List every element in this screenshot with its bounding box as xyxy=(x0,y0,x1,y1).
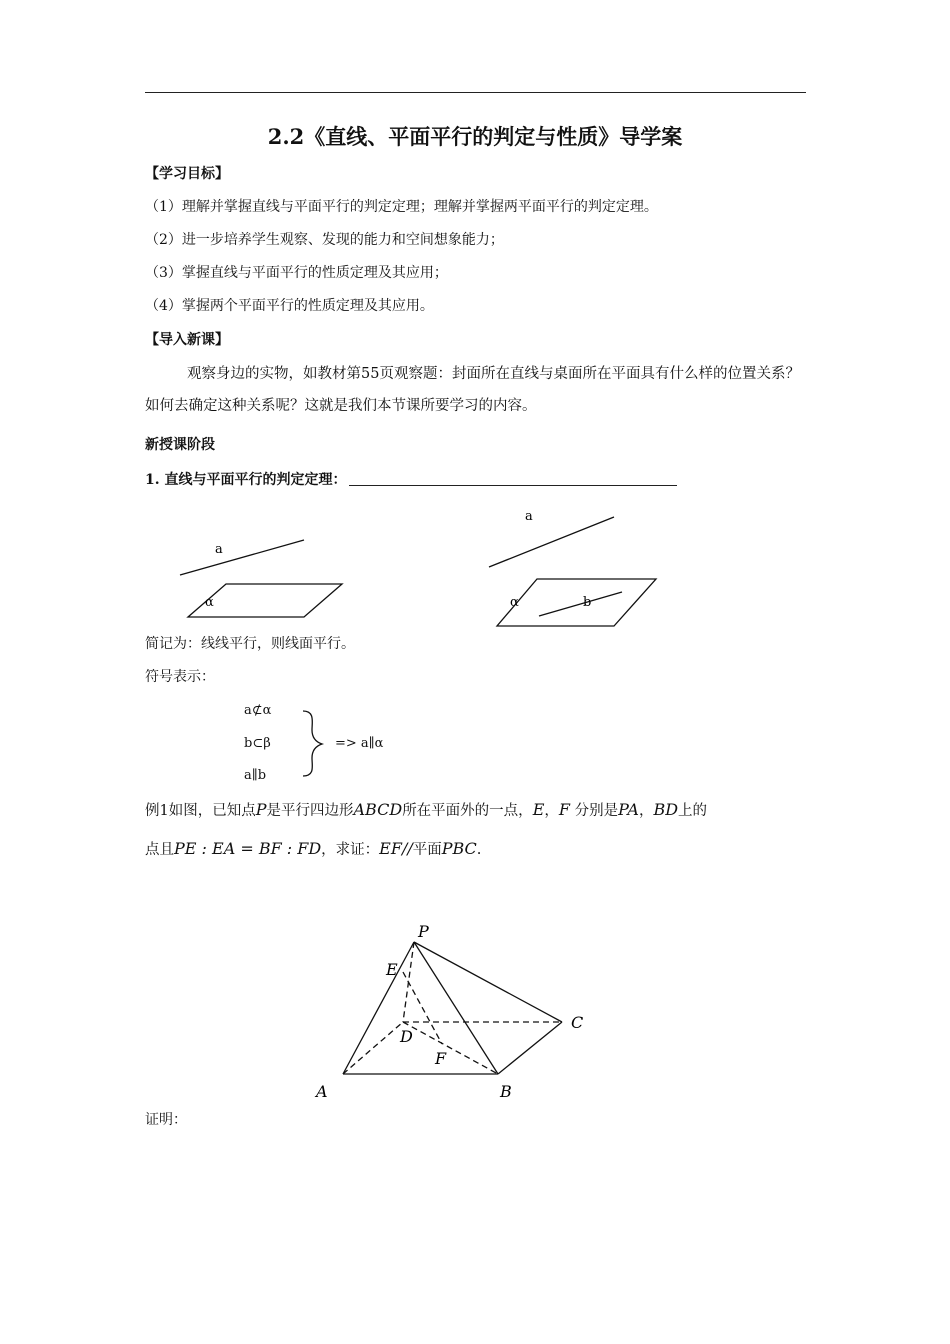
theorem1-label: 1. 直线与平面平行的判定定理： xyxy=(145,472,347,488)
point-f: F xyxy=(558,800,570,819)
edge-pc xyxy=(414,942,562,1022)
edge-bc xyxy=(498,1022,562,1074)
line-a-right-label: a xyxy=(525,509,533,524)
vertex-d-label: D xyxy=(400,1027,413,1046)
vertex-b-label: B xyxy=(500,1082,512,1101)
quad-abcd: ABCD xyxy=(353,800,403,819)
proof-label: 证明： xyxy=(145,1112,187,1128)
symbol-line-3: a∥b xyxy=(244,768,267,783)
segment-pa: PA xyxy=(618,800,639,819)
segment-bd: BD xyxy=(653,800,679,819)
edge-pb xyxy=(414,942,498,1074)
page-title: 2.2《直线、平面平行的判定与性质》导学案 xyxy=(267,124,683,149)
edge-ad xyxy=(343,1022,403,1074)
objectives-heading: 【学习目标】 xyxy=(145,166,229,182)
example-line-2: 点且PE : EA = BF : FD，求证：EF//平面PBC. xyxy=(145,839,482,858)
line-b-label: b xyxy=(583,595,592,610)
objective-item-3: （3）掌握直线与平面平行的性质定理及其应用； xyxy=(145,265,448,281)
objective-item-1: （1）理解并掌握直线与平面平行的判定定理；理解并掌握两平面平行的判定定理。 xyxy=(145,199,658,215)
symbol-result: => a∥α xyxy=(335,736,384,751)
vertex-f-label: F xyxy=(435,1049,447,1068)
edge-bd xyxy=(403,1022,498,1074)
vertex-a-label: A xyxy=(316,1082,328,1101)
plane-alpha-right-label: α xyxy=(510,595,519,610)
plane-pbc: PBC xyxy=(441,839,477,858)
symbol-heading: 符号表示： xyxy=(145,669,215,685)
intro-paragraph: 观察身边的实物，如教材第55页观察题：封面所在直线与桌面所在平面具有什么样的位置关系？如何去确定这种关系呢？这就是我们本节课所要学习的内容。 xyxy=(145,366,800,414)
example-line-1: 例1如图，已知点P是平行四边形ABCD所在平面外的一点，E，F 分别是PA，BD上的 xyxy=(145,800,708,819)
line-a-label: a xyxy=(215,542,223,557)
stage-heading: 新授课阶段 xyxy=(145,437,215,453)
segment-ef: EF// xyxy=(379,839,413,858)
symbol-line-2: b⊂β xyxy=(244,736,271,751)
vertex-e-label: E xyxy=(386,960,398,979)
summary-text: 简记为：线线平行，则线面平行。 xyxy=(145,636,355,652)
objective-item-2: （2）进一步培养学生观察、发现的能力和空间想象能力； xyxy=(145,232,504,248)
symbol-line-1: a⊄α xyxy=(244,703,272,718)
point-e: E xyxy=(532,800,545,819)
edge-pa xyxy=(343,942,414,1074)
ratio-expression: PE : EA = BF : FD xyxy=(174,839,322,858)
vertex-p-label: P xyxy=(418,922,429,941)
vertex-c-label: C xyxy=(571,1013,584,1032)
plane-alpha-label: α xyxy=(205,595,214,610)
point-p: P xyxy=(255,800,267,819)
intro-heading: 【导入新课】 xyxy=(145,332,229,348)
objective-item-4: （4）掌握两个平面平行的性质定理及其应用。 xyxy=(145,298,434,314)
